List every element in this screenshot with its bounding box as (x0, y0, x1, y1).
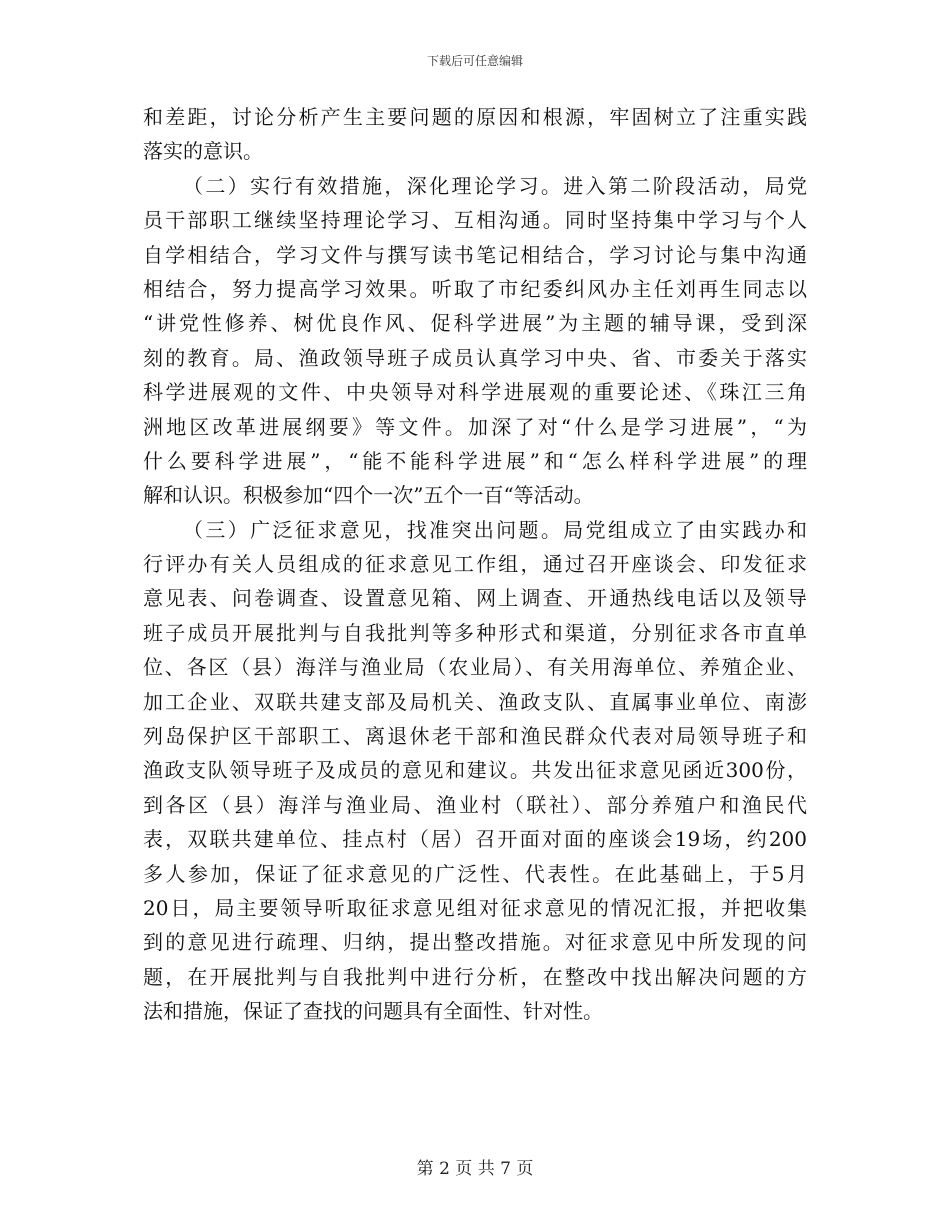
document-body (143, 100, 807, 1029)
paragraph-start-line: （二）实行有效措施，深化理论学习。进入第二阶段活动，局党 (183, 173, 807, 198)
text-line: 员干部职工继续坚持理论学习、互相沟通。同时坚持集中学习与个人 (143, 208, 807, 233)
text-line: 和差距，讨论分析产生主要问题的原因和根源，牢固树立了注重实践 (143, 105, 807, 129)
text-line: 20日，局主要领导听取征求意见组对征求意见的情况汇报，并把收集 (143, 895, 807, 920)
text-line: 班子成员开展批判与自我批判等多种形式和渠道，分别征求各市直单 (143, 620, 807, 645)
text-line: 渔政支队领导班子及成员的意见和建议。共发出征求意见函近300份， (143, 758, 807, 783)
text-line: 表，双联共建单位、挂点村（居）召开面对面的座谈会19场，约200 (143, 827, 807, 852)
text-line: 科学进展观的文件、中央领导对科学进展观的重要论述、《珠江三角 (143, 380, 807, 405)
text-line: 到各区（县）海洋与渔业局、渔业村（联社）、部分养殖户和渔民代 (143, 792, 807, 817)
text-line: 列岛保护区干部职工、离退休老干部和渔民群众代表对局领导班子和 (143, 724, 807, 749)
text-line: 到的意见进行疏理、归纳，提出整改措施。对征求意见中所发现的问 (143, 930, 807, 955)
text-line: “讲党性修养、树优良作风、促科学进展”为主题的辅导课，受到深 (143, 311, 807, 336)
text-line: 什么要科学进展”，“能不能科学进展”和“怎么样科学进展”的理 (143, 448, 807, 473)
text-line: 解和认识。积极参加“四个一次”五个一百“等活动。 (143, 483, 594, 508)
text-line: 洲地区改革进展纲要》等文件。加深了对“什么是学习进展”，“为 (143, 414, 807, 439)
text-line: 意见表、问卷调查、设置意见箱、网上调查、开通热线电话以及领导 (143, 586, 807, 611)
text-line: 多人参加，保证了征求意见的广泛性、代表性。在此基础上，于5月 (143, 861, 807, 886)
page-header: 下载后可任意编辑 (426, 54, 523, 68)
text-line: 位、各区（县）海洋与渔业局（农业局）、有关用海单位、养殖企业、 (143, 655, 807, 680)
text-line: 自学相结合，学习文件与撰写读书笔记相结合，学习讨论与集中沟通 (143, 242, 807, 267)
text-line: 落实的意识。 (143, 139, 263, 164)
text-line: 法和措施，保证了查找的问题具有全面性、针对性。 (143, 999, 603, 1024)
text-line: 行评办有关人员组成的征求意见工作组，通过召开座谈会、印发征求 (143, 552, 807, 577)
text-line: 题，在开展批判与自我批判中进行分析，在整改中找出解决问题的方 (143, 964, 807, 989)
paragraph-start-line: （三）广泛征求意见，找准突出问题。局党组成立了由实践办和 (183, 517, 807, 542)
text-line: 刻的教育。局、渔政领导班子成员认真学习中央、省、市委关于落实 (143, 345, 807, 370)
text-line: 加工企业、双联共建支部及局机关、渔政支队、直属事业单位、南澎 (143, 689, 807, 714)
page-footer: 第 2 页 共 7 页 (416, 1159, 534, 1179)
text-line: 相结合，努力提高学习效果。听取了市纪委纠风办主任刘再生同志以 (143, 276, 807, 301)
